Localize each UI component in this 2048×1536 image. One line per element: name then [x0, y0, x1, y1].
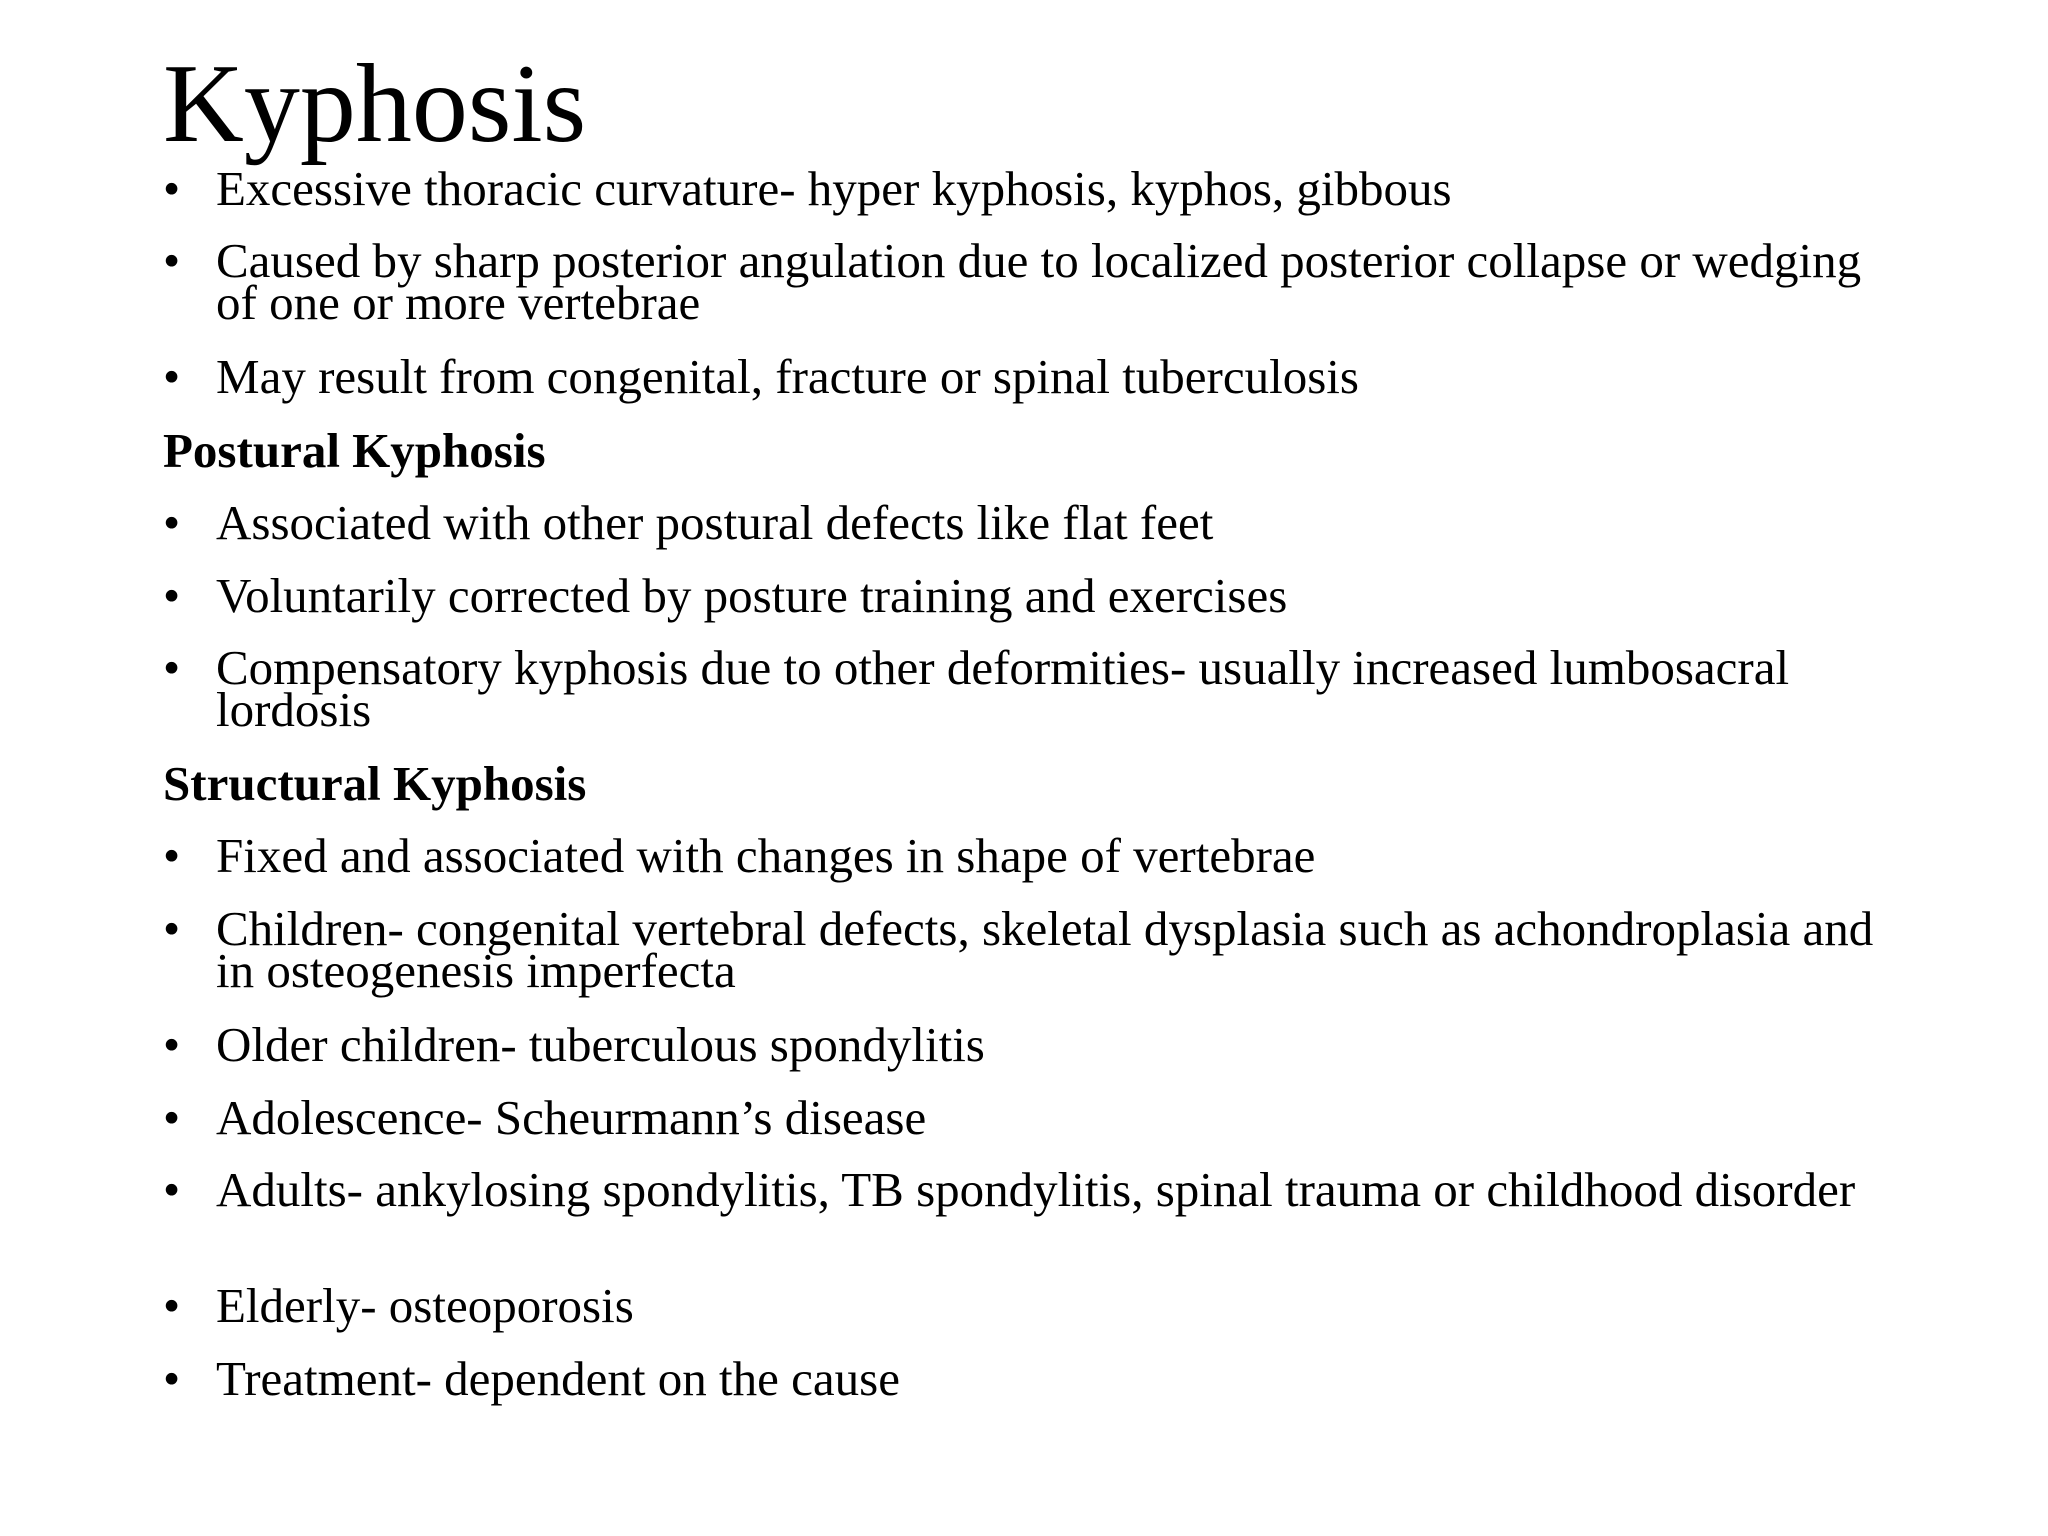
- bullet-marker: •: [163, 1278, 181, 1333]
- bullet-text: Older children- tuberculous spondylitis: [216, 1017, 985, 1072]
- bullet-marker: •: [163, 1351, 181, 1406]
- bullet-item: [163, 161, 1903, 216]
- bullet-marker: •: [163, 349, 181, 404]
- bullet-text: Voluntarily corrected by posture training and exercises: [216, 568, 1288, 623]
- bullet-text: Elderly- osteoporosis: [216, 1278, 634, 1333]
- section-heading-structural: Structural Kyphosis: [163, 756, 587, 811]
- bullet-item: [163, 233, 1903, 330]
- bullet-item: [163, 640, 1903, 737]
- bullet-marker: •: [163, 828, 181, 883]
- bullet-item: [163, 1090, 1903, 1145]
- bullet-item: [163, 1162, 1903, 1217]
- bullet-item: [163, 1017, 1903, 1072]
- bullet-item: [163, 349, 1903, 404]
- bullet-text: Treatment- dependent on the cause: [216, 1351, 900, 1406]
- bullet-marker: •: [163, 1162, 181, 1217]
- bullet-marker: •: [163, 901, 181, 956]
- bullet-marker: •: [163, 161, 181, 216]
- bullet-marker: •: [163, 233, 181, 288]
- bullet-text: Adults- ankylosing spondylitis, TB spondylitis, spinal trauma or childhood disorder: [216, 1162, 1856, 1217]
- bullet-item: [163, 495, 1903, 550]
- bullet-item: [163, 901, 1903, 998]
- bullet-marker: •: [163, 640, 181, 695]
- bullet-item: [163, 828, 1903, 883]
- bullet-text: Fixed and associated with changes in shape of vertebrae: [216, 828, 1316, 883]
- bullet-text: Children- congenital vertebral defects, skeletal dysplasia such as achondroplasia and in osteogenesis imperfecta: [216, 901, 1874, 998]
- bullet-text: Compensatory kyphosis due to other deformities- usually increased lumbosacral lordosis: [216, 640, 1790, 737]
- bullet-item: [163, 1278, 1903, 1333]
- bullet-item: [163, 1351, 1903, 1406]
- bullet-item: [163, 568, 1903, 623]
- bullet-text: May result from congenital, fracture or spinal tuberculosis: [216, 349, 1359, 404]
- bullet-text: Associated with other postural defects like flat feet: [216, 495, 1214, 550]
- bullet-text: Adolescence- Scheurmann’s disease: [216, 1090, 927, 1145]
- section-heading-postural: Postural Kyphosis: [163, 423, 546, 478]
- bullet-text: Caused by sharp posterior angulation due to localized posterior collapse or wedging of one or more vertebrae: [216, 233, 1862, 330]
- bullet-marker: •: [163, 1017, 181, 1072]
- slide-title: Kyphosis: [163, 42, 587, 166]
- bullet-text: Excessive thoracic curvature- hyper kyphosis, kyphos, gibbous: [216, 161, 1452, 216]
- bullet-marker: •: [163, 495, 181, 550]
- bullet-marker: •: [163, 1090, 181, 1145]
- bullet-marker: •: [163, 568, 181, 623]
